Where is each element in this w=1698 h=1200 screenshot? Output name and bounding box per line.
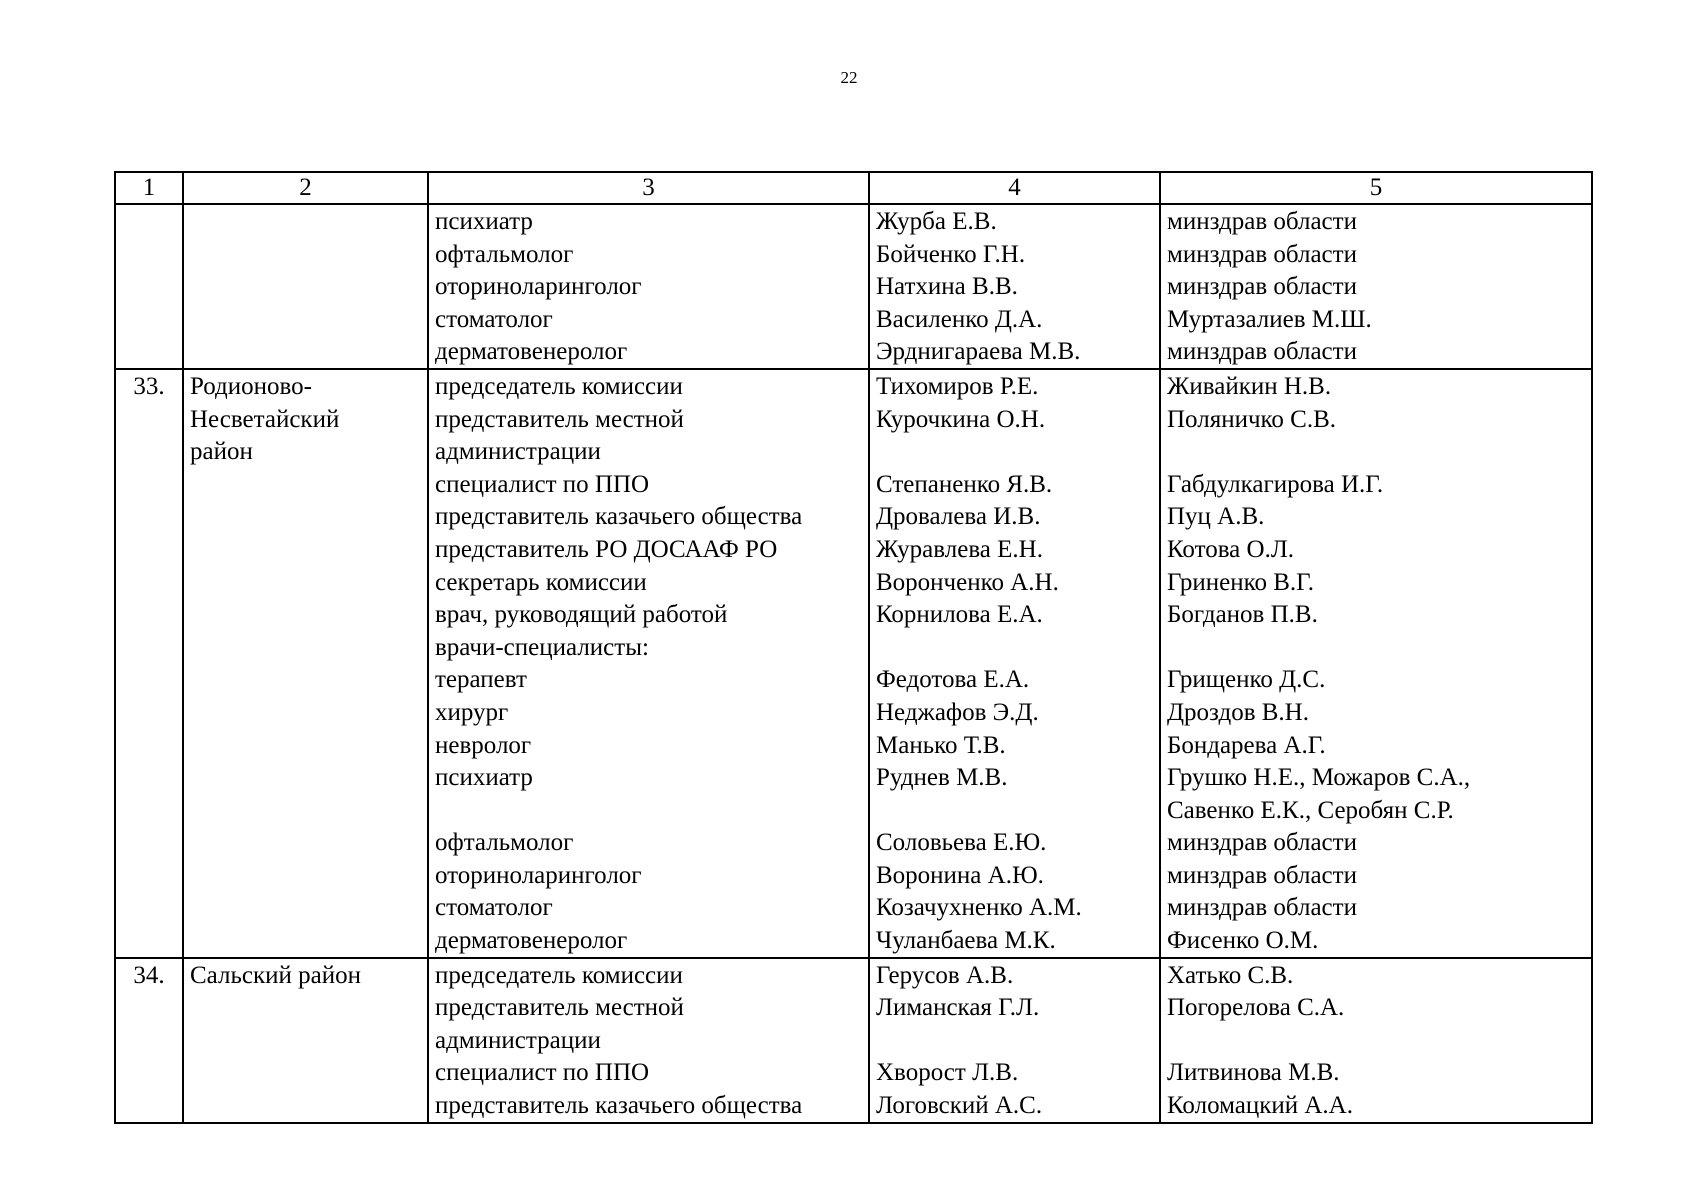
reserve-line: Муртазалиев М.Ш. bbox=[1167, 305, 1372, 333]
table-row bbox=[115, 369, 1592, 958]
row-number bbox=[116, 205, 182, 238]
position-line: представитель местной bbox=[435, 405, 684, 433]
member-cell bbox=[869, 958, 1160, 1123]
reserve-line: Пуц А.В. bbox=[1167, 503, 1265, 531]
header-cell: 1 bbox=[115, 172, 183, 204]
member-line: Корнилова Е.А. bbox=[876, 601, 1043, 629]
member-line: Воронина А.Ю. bbox=[876, 861, 1044, 889]
reserve-line: Погорелова С.А. bbox=[1167, 994, 1345, 1022]
member-line: Неджафов Э.Д. bbox=[876, 698, 1039, 726]
reserve-cell bbox=[1160, 958, 1592, 1123]
reserve-line: Бондарева А.Г. bbox=[1167, 731, 1326, 759]
member-cell bbox=[869, 204, 1160, 369]
position-line: психиатр bbox=[435, 208, 533, 235]
member-line bbox=[870, 631, 1159, 664]
table-row bbox=[115, 204, 1592, 369]
district-cell bbox=[183, 958, 428, 1123]
reserve-line: минздрав области bbox=[1167, 273, 1357, 301]
position-line: стоматолог bbox=[435, 894, 553, 922]
reserve-line: минздрав области bbox=[1167, 240, 1357, 268]
member-line: Хворост Л.В. bbox=[876, 1059, 1019, 1087]
table-header-row bbox=[115, 172, 1592, 204]
position-line: оториноларинголог bbox=[435, 861, 642, 889]
position-line: представитель местной bbox=[435, 994, 684, 1022]
reserve-cell bbox=[1160, 204, 1592, 369]
position-line: хирург bbox=[435, 698, 509, 726]
reserve-line: Поляничко С.В. bbox=[1167, 405, 1337, 433]
position-line: представитель казачьего общества bbox=[435, 1092, 803, 1120]
member-line: Логовский А.С. bbox=[876, 1092, 1043, 1120]
reserve-line: Литвинова М.В. bbox=[1167, 1059, 1340, 1087]
position-cell bbox=[428, 204, 869, 369]
position-line: представитель РО ДОСААФ РО bbox=[435, 535, 778, 563]
row-number: 34. bbox=[133, 961, 165, 989]
district-line: район bbox=[190, 438, 253, 466]
member-line: Степаненко Я.В. bbox=[876, 470, 1053, 498]
reserve-line: Живайкин Н.В. bbox=[1167, 372, 1332, 400]
row-number-cell bbox=[115, 958, 183, 1123]
header-cell: 4 bbox=[869, 172, 1160, 204]
position-line: офтальмолог bbox=[435, 829, 574, 857]
header-cell: 3 bbox=[428, 172, 869, 204]
position-line: председатель комиссии bbox=[435, 961, 683, 989]
position-line: администрации bbox=[435, 438, 601, 466]
position-line: стоматолог bbox=[435, 305, 553, 333]
row-number-cell bbox=[115, 204, 183, 369]
member-line: Соловьева Е.Ю. bbox=[876, 829, 1047, 857]
position-line: врач, руководящий работой bbox=[435, 601, 728, 629]
member-line: Воронченко А.Н. bbox=[876, 568, 1059, 596]
row-number: 33. bbox=[133, 372, 165, 400]
position-line: дерматовенеролог bbox=[435, 338, 628, 366]
position-line: секретарь комиссии bbox=[435, 568, 647, 596]
reserve-line bbox=[1161, 1024, 1591, 1057]
district-cell bbox=[183, 369, 428, 958]
member-line: Чуланбаева М.К. bbox=[876, 927, 1056, 955]
member-line: Тихомиров Р.Е. bbox=[876, 372, 1039, 400]
position-line: специалист по ППО bbox=[435, 1059, 650, 1087]
position-cell bbox=[428, 958, 869, 1123]
position-line: председатель комиссии bbox=[435, 372, 683, 400]
reserve-line bbox=[1161, 631, 1591, 664]
reserve-line: Габдулкагирова И.Г. bbox=[1167, 470, 1384, 498]
position-line: оториноларинголог bbox=[435, 273, 642, 301]
row-number-cell bbox=[115, 369, 183, 958]
reserve-line: минздрав области bbox=[1167, 338, 1357, 366]
position-cell bbox=[428, 369, 869, 958]
member-line: Журавлева Е.Н. bbox=[876, 535, 1043, 563]
reserve-line: Дроздов В.Н. bbox=[1167, 698, 1309, 726]
member-line: Руднев М.В. bbox=[876, 764, 1008, 792]
member-line: Лиманская Г.Л. bbox=[876, 994, 1040, 1022]
position-line: дерматовенеролог bbox=[435, 927, 628, 955]
position-line: представитель казачьего общества bbox=[435, 503, 803, 531]
reserve-line: Котова О.Л. bbox=[1167, 535, 1295, 563]
position-line: администрации bbox=[435, 1026, 601, 1054]
reserve-line: минздрав области bbox=[1167, 829, 1357, 857]
reserve-line: Грищенко Д.С. bbox=[1167, 666, 1326, 694]
reserve-line: минздрав области bbox=[1167, 208, 1357, 235]
commission-table bbox=[114, 171, 1593, 1124]
member-cell bbox=[869, 369, 1160, 958]
member-line: Федотова Е.А. bbox=[876, 666, 1030, 694]
position-line: специалист по ППО bbox=[435, 470, 650, 498]
reserve-cell bbox=[1160, 369, 1592, 958]
district-line: Родионово- bbox=[190, 372, 312, 400]
position-line: психиатр bbox=[435, 764, 533, 792]
header-cell: 2 bbox=[183, 172, 428, 204]
member-line: Эрднигараева М.В. bbox=[876, 338, 1081, 366]
member-line: Бойченко Г.Н. bbox=[876, 240, 1026, 268]
reserve-line: Савенко Е.К., Серобян С.Р. bbox=[1167, 796, 1454, 824]
member-line: Василенко Д.А. bbox=[876, 305, 1043, 333]
table-row bbox=[115, 958, 1592, 1123]
member-line bbox=[870, 435, 1159, 468]
reserve-line: Коломацкий А.А. bbox=[1167, 1092, 1353, 1120]
header-cell: 5 bbox=[1160, 172, 1592, 204]
member-line: Натхина В.В. bbox=[876, 273, 1018, 301]
reserve-line: минздрав области bbox=[1167, 894, 1357, 922]
reserve-line bbox=[1161, 435, 1591, 468]
district-line: Сальский район bbox=[190, 961, 361, 989]
position-line: врачи-специалисты: bbox=[435, 633, 649, 661]
position-line: невролог bbox=[435, 731, 532, 759]
reserve-line: минздрав области bbox=[1167, 861, 1357, 889]
member-line: Козачухненко А.М. bbox=[876, 894, 1082, 922]
member-line bbox=[870, 1024, 1159, 1057]
member-line: Журба Е.В. bbox=[876, 208, 997, 235]
district-cell bbox=[183, 204, 428, 369]
member-line: Курочкина О.Н. bbox=[876, 405, 1046, 433]
page-number: 22 bbox=[840, 68, 858, 87]
member-line: Герусов А.В. bbox=[876, 961, 1014, 989]
reserve-line: Хатько С.В. bbox=[1167, 961, 1294, 989]
reserve-line: Гриненко В.Г. bbox=[1167, 568, 1315, 596]
reserve-line: Грушко Н.Е., Можаров С.А., bbox=[1167, 764, 1471, 792]
district-line: Несветайский bbox=[190, 405, 340, 433]
member-line bbox=[870, 794, 1159, 827]
member-line: Манько Т.В. bbox=[876, 731, 1006, 759]
member-line: Дровалева И.В. bbox=[876, 503, 1041, 531]
reserve-line: Богданов П.В. bbox=[1167, 601, 1318, 629]
position-line: терапевт bbox=[435, 666, 527, 694]
reserve-line: Фисенко О.М. bbox=[1167, 927, 1319, 955]
position-line bbox=[429, 794, 868, 827]
position-line: офтальмолог bbox=[435, 240, 574, 268]
